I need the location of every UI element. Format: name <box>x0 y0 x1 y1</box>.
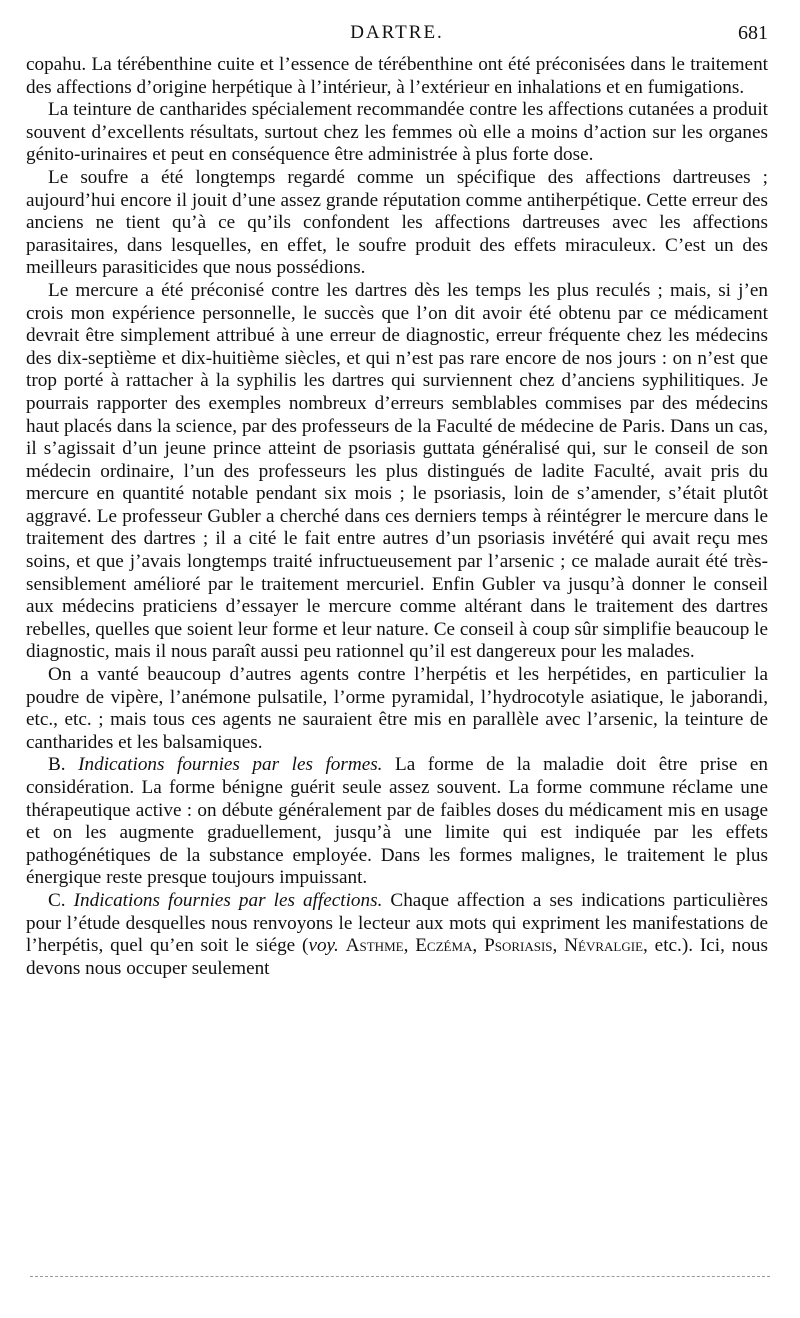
paragraph-autres-agents <box>26 664 768 754</box>
footer-rule <box>30 1276 770 1277</box>
page-header <box>26 22 768 52</box>
section-label: C. <box>48 889 66 911</box>
section-heading: Indications fournies par les affections. <box>73 889 383 911</box>
section-c-affections <box>26 890 768 980</box>
page-number: 681 <box>738 22 768 44</box>
voy-reference: voy. <box>308 935 339 957</box>
paragraph-text: On a vanté beaucoup d’autres agents contre l’herpétis et les herpétides, en particulier la poudre de vipère, l’anémone pulsatile, l’orme pyramidal, l’hydrocotyle asiatique, le jaborandi, etc., etc. ; mais tous ces agents ne sauraient être mis en parallèle avec l’arsenic, la teinture de cantharides et les balsamiques. <box>26 664 768 753</box>
paragraph-cantharides <box>26 99 768 167</box>
cross-reference-terms: Asthme, Eczéma, Psoriasis, Névralgie, <box>345 935 648 957</box>
paragraph-text: La teinture de cantharides spécialement recommandée contre les affections cutanées a produit souvent d’excellents résultats, surtout chez les femmes où elle a moins d’action sur les organes génito-urinaires et peut en conséquence être administrée à plus forte dose. <box>26 99 768 166</box>
paragraph-text: Chaque affection a ses indications particulières pour l’étude desquelles nous renvoyons le lecteur aux mots qui expriment les manifestations de l’herpétis, quel qu’en soit le siége ( <box>26 889 768 957</box>
section-b-formes <box>26 754 768 890</box>
paragraph-text: Le mercure a été préconisé contre les dartres dès les temps les plus reculés ; mais, si j’en crois mon expérience personnelle, le succès que l’on dit avoir été obtenu par ce médicament devrait être simplement attribué à une erreur de diagnostic, erreur fréquente chez les médecins des dix-septième et dix-huitième siècles, et qui n’est pas rare encore de nos jours : on n’est que trop porté à rattacher à la syphilis les dartres qui surviennent chez d’anciens syphilitiques. Je pourrais rapporter des exemples nombreux d’erreurs semblables commises par des médecins haut placés dans la science, par des professeurs de la Faculté de médecine de Paris. Dans un cas, il s’agissait d’un jeune prince atteint de psoriasis guttata généralisé qui, sur le conseil de son médecin ordinaire, l’un des professeurs les plus distingués de ladite Faculté, avait pris du mercure en quantité notable pendant six mois ; le psoriasis, loin de s’amender, s’était plutôt aggravé. Le professeur Gubler a cherché dans ces derniers temps à réintégrer le mercure dans le traitement des dartres ; il a cité le fait entre autres d’un psoriasis invétéré qui avait reçu mes soins, et que j’avais longtemps traité infructueusement par l’arsenic ; ce malade aurait été très-sensiblement amélioré par le traitement mercuriel. Enfin Gubler va jusqu’à donner le conseil aux médecins praticiens d’essayer le mercure comme altérant dans le traitement des dartres rebelles, quelles que soient leur forme et leur nature. Ce conseil à coup sûr simplifie beaucoup le diagnostic, mais il nous paraît aussi peu rationnel qu’il est dangereux pour les malades. <box>26 279 768 663</box>
paragraph-copahu <box>26 54 768 99</box>
paragraph-text: Le soufre a été longtemps regardé comme un spécifique des affections dartreuses ; aujourd’hui encore il jouit d’une assez grande réputation comme antiherpétique. Cette erreur des anciens ne tient qu’à ce qu’ils confondent les affections dartreuses avec les affections parasitaires, dans lesquelles, en effet, le soufre produit des effets miraculeux. C’est un des meilleurs parasiticides que nous possédions. <box>26 166 768 279</box>
paragraph-mercure <box>26 280 768 664</box>
paragraph-soufre <box>26 167 768 280</box>
body-text <box>26 54 768 980</box>
paragraph-text: La forme de la maladie doit être prise en considération. La forme bénigne guérit seule assez souvent. La forme commune réclame une thérapeutique active : on débute généralement par de faibles doses du médicament mis en usage et on les augmente graduellement, jusqu’à une limite qui est indiquée par les effets pathogénétiques de la substance employée. Dans les formes malignes, le traitement le plus énergique reste presque toujours impuissant. <box>26 754 768 889</box>
running-title: DARTRE. <box>350 22 444 43</box>
paragraph-text: copahu. La térébenthine cuite et l’essence de térébenthine ont été préconisées dans le traitement des affections d’origine herpétique à l’intérieur, à l’extérieur en inhalations et en fumigations. <box>26 54 768 98</box>
section-label: B. <box>48 754 66 776</box>
paragraph-text-end: etc.). Ici, nous devons nous occuper seulement <box>26 935 768 979</box>
section-heading: Indications fournies par les formes. <box>78 754 383 776</box>
